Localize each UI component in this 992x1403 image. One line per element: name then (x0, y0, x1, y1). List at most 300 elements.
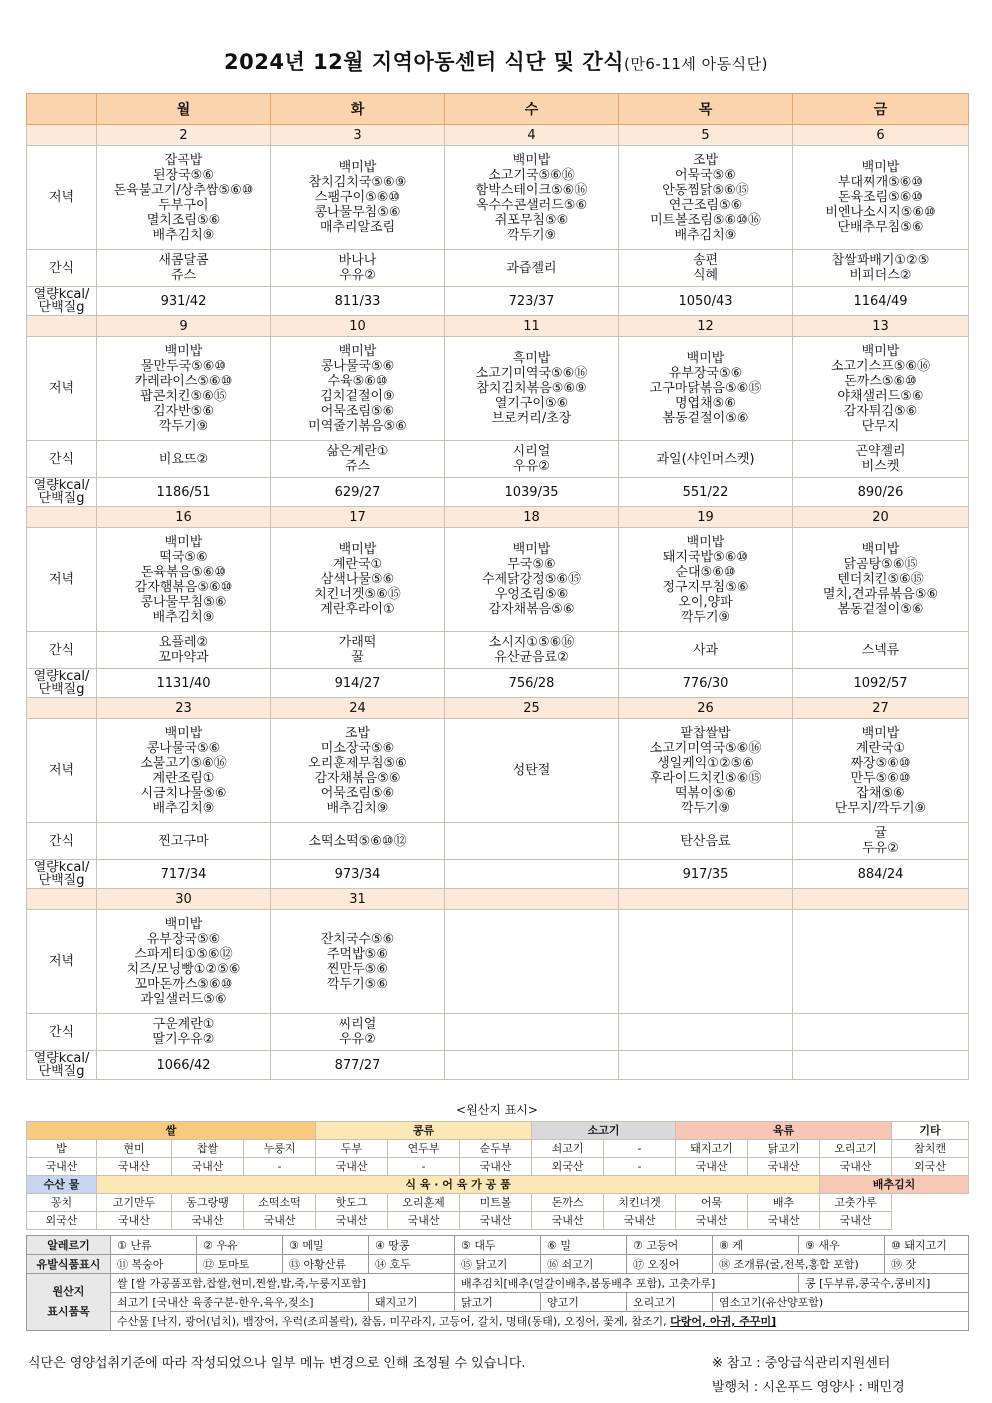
origin-item-value: 국내산 (748, 1158, 820, 1176)
menu-item: 미소장국⑤⑥ (320, 740, 395, 756)
snack-item: 송편 (692, 253, 719, 268)
origin-item-value: - (244, 1158, 316, 1176)
date-cell: 10 (271, 316, 445, 337)
menu-item: 부대찌개⑤⑥⑩ (837, 175, 924, 190)
kcal-cell: 756/28 (445, 669, 619, 698)
snack-item: 두유② (862, 841, 899, 856)
date-row-label (27, 507, 97, 528)
date-row-label (27, 889, 97, 910)
menu-item: 흑미밥 (512, 351, 551, 366)
snack-item: 소떡소떡⑤⑥⑩⑫ (308, 833, 407, 849)
origin-item-value: 국내산 (316, 1158, 388, 1176)
origin-item-name: 돼지고기 (676, 1140, 748, 1158)
dinner-cell (619, 719, 793, 823)
menu-item: 김자반⑤⑥ (153, 403, 214, 419)
origin-item-value: 국내산 (748, 1212, 820, 1230)
menu-item: 단무지/깍두기⑨ (834, 800, 927, 816)
origin-item-value: 국내산 (460, 1158, 532, 1176)
allergen-item: ⑤ 대두 (455, 1236, 541, 1255)
menu-item: 정구지무침⑤⑥ (662, 579, 749, 595)
origin-item-name: 현미 (97, 1140, 172, 1158)
menu-item: 찐만두⑤⑥ (327, 961, 388, 977)
menu-item: 백미밥 (164, 343, 203, 359)
snack-cell (445, 1014, 619, 1051)
menu-item: 성탄절 (512, 763, 551, 778)
snack-cell (97, 632, 271, 669)
origin-group-processed: 식 육 · 어 육 가 공 품 (97, 1176, 820, 1194)
menu-item: 돼지국밥⑤⑥⑩ (662, 549, 749, 565)
menu-item: 무국⑤⑥ (507, 557, 556, 572)
snack-item: 찐고구마 (158, 833, 209, 849)
snack-item: 찹쌀꽈배기①②⑤ (831, 253, 930, 268)
menu-item: 계란조림① (152, 770, 215, 786)
kcal-cell: 877/27 (271, 1051, 445, 1080)
dinner-cell (445, 528, 619, 632)
row-label-snack: 간식 (27, 823, 97, 860)
kcal-cell (793, 1051, 969, 1080)
allergen-item: ⑧ 게 (713, 1236, 799, 1255)
kcal-cell: 1050/43 (619, 287, 793, 316)
date-cell: 2 (97, 125, 271, 146)
origin-item: 쌀 [쌀 가공품포함,찹쌀,현미,찐쌀,밥,죽,누룽지포함] (111, 1274, 455, 1293)
menu-item: 야채샐러드⑤⑥ (837, 388, 924, 404)
menu-item: 백미밥 (861, 343, 900, 359)
allergen-item: ⑭ 호두 (369, 1255, 455, 1274)
menu-item: 소고기미역국⑤⑥⑯ (475, 366, 588, 381)
menu-item: 치킨너겟⑤⑥⑮ (314, 587, 401, 602)
kcal-cell: 884/24 (793, 860, 969, 889)
date-cell: 5 (619, 125, 793, 146)
snack-item: 쥬스 (344, 459, 371, 474)
kcal-cell: 931/42 (97, 287, 271, 316)
menu-item: 돈까스⑤⑥⑩ (844, 373, 917, 389)
date-cell: 20 (793, 507, 969, 528)
allergy-table (26, 1235, 969, 1331)
menu-item: 시금치나물⑤⑥ (140, 785, 227, 801)
menu-item: 배추김치⑨ (674, 227, 737, 243)
kcal-cell: 629/27 (271, 478, 445, 507)
kcal-cell: 717/34 (97, 860, 271, 889)
row-label-kcal: 열량kcal/ 단백질g (27, 478, 97, 507)
snack-cell (97, 1014, 271, 1051)
kcal-cell (445, 1051, 619, 1080)
date-cell: 26 (619, 698, 793, 719)
menu-item: 백미밥 (861, 160, 900, 175)
origin-item-name: 밥 (27, 1140, 97, 1158)
menu-item: 계란국① (855, 740, 906, 756)
allergen-item: ④ 땅콩 (369, 1236, 455, 1255)
menu-item: 텐더치킨⑤⑥⑮ (837, 572, 924, 587)
date-cell: 11 (445, 316, 619, 337)
page-title: 2024년 12월 지역아동센터 식단 및 간식(만6-11세 아동식단) (224, 50, 768, 74)
origin-item-name: 어묵 (676, 1194, 748, 1212)
snack-item: 스넥류 (861, 642, 900, 658)
menu-item: 스파게티①⑤⑥⑫ (134, 946, 233, 962)
menu-item: 백미밥 (164, 534, 203, 550)
menu-item: 쥐포무침⑤⑥ (494, 212, 569, 228)
allergen-item: ① 난류 (111, 1236, 197, 1255)
menu-item: 백미밥 (861, 542, 900, 557)
date-cell: 24 (271, 698, 445, 719)
origin-item-seafood: 수산물 [낙지, 광어(넙치), 뱀장어, 우럭(조피볼락), 참돔, 미꾸라지, 고등어, 갈치, 명태(동태), 오징어, 꽃게, 참조기, 다랑어, 아귀, 주꾸미] (111, 1312, 969, 1331)
allergen-item: ③ 메밀 (283, 1236, 369, 1255)
row-label-snack: 간식 (27, 441, 97, 478)
menu-item: 감자채볶음⑤⑥ (488, 602, 575, 617)
allergen-item: ⑨ 새우 (799, 1236, 885, 1255)
dinner-cell (619, 528, 793, 632)
menu-item: 오이,양파 (678, 594, 733, 610)
allergy-label: 유발식품표시 (27, 1255, 111, 1274)
date-cell: 17 (271, 507, 445, 528)
snack-cell (271, 632, 445, 669)
menu-item: 어묵국⑤⑥ (675, 167, 736, 183)
snack-item: 쥬스 (170, 268, 197, 283)
kcal-cell: 1092/57 (793, 669, 969, 698)
table-corner (27, 94, 97, 125)
snack-cell (445, 823, 619, 860)
origin-group-etc: 기타 (892, 1122, 969, 1140)
kcal-cell: 890/26 (793, 478, 969, 507)
snack-cell (793, 823, 969, 860)
origin-item: 쇠고기 [국내산 육종구분-한우,육우,젖소] (111, 1293, 369, 1312)
allergen-item: ⑱ 조개류(굴,전복,홍합 포함) (713, 1255, 885, 1274)
menu-item: 봄동겉절이⑤⑥ (837, 602, 924, 617)
origin-items-label: 원산지 표시품목 (27, 1274, 111, 1331)
origin-group-rice: 쌀 (27, 1122, 316, 1140)
date-cell: 27 (793, 698, 969, 719)
menu-item: 소고기국⑤⑥⑯ (488, 167, 575, 183)
origin-item-name: 쇠고기 (532, 1140, 604, 1158)
day-header: 금 (793, 94, 969, 125)
origin-item-value: 국내산 (172, 1158, 244, 1176)
menu-item: 떡국⑤⑥ (159, 549, 208, 565)
footer-note: 식단은 영양섭취기준에 따라 작성되었으나 일부 메뉴 변경으로 인해 조정될 수 있습니다. (28, 1356, 526, 1371)
snack-cell (619, 823, 793, 860)
row-label-kcal: 열량kcal/ 단백질g (27, 860, 97, 889)
date-cell: 23 (97, 698, 271, 719)
menu-item: 옥수수콘샐러드⑤⑥ (475, 197, 588, 213)
menu-item: 콩나물무침⑤⑥ (314, 205, 401, 220)
origin-group-seafood: 수산 물 (27, 1176, 97, 1194)
menu-item: 소고기미역국⑤⑥⑯ (649, 740, 762, 756)
menu-item: 백미밥 (164, 725, 203, 741)
origin-item: 닭고기 (455, 1293, 541, 1312)
origin-item-name: 핫도그 (316, 1194, 388, 1212)
menu-item: 참치김치국⑤⑥⑨ (308, 175, 407, 190)
date-cell: 19 (619, 507, 793, 528)
snack-cell (97, 441, 271, 478)
row-label-snack: 간식 (27, 250, 97, 287)
row-label-snack: 간식 (27, 632, 97, 669)
menu-item: 고구마닭볶음⑤⑥⑮ (649, 381, 762, 396)
origin-item-value: 국내산 (460, 1212, 532, 1230)
date-cell: 16 (97, 507, 271, 528)
allergen-item: ⑩ 돼지고기 (885, 1236, 969, 1255)
snack-item: 가래떡 (338, 635, 377, 650)
date-cell (445, 889, 619, 910)
row-label-kcal: 열량kcal/ 단백질g (27, 287, 97, 316)
menu-item: 깍두기⑤⑥ (327, 976, 388, 992)
footer-issuer: 발행처 : 시온푸드 영양사 : 배민경 (712, 1380, 905, 1395)
date-row-label (27, 698, 97, 719)
menu-item: 감자채볶음⑤⑥ (314, 770, 401, 786)
menu-item: 단배추무침⑤⑥ (837, 220, 924, 235)
date-cell: 13 (793, 316, 969, 337)
allergen-item: ② 우유 (197, 1236, 283, 1255)
menu-item: 유부장국⑤⑥ (146, 931, 221, 947)
snack-item: 비피더스② (849, 268, 912, 283)
menu-item: 깍두기⑨ (680, 800, 731, 816)
menu-item: 비엔나소시지⑤⑥⑩ (825, 205, 936, 220)
origin-item-value: 국내산 (676, 1212, 748, 1230)
snack-item: 비스켓 (861, 459, 900, 474)
row-label-dinner: 저녁 (27, 337, 97, 441)
menu-item: 감자튀김⑤⑥ (843, 403, 918, 419)
menu-item: 미역줄기볶음⑤⑥ (308, 418, 407, 434)
kcal-cell: 723/37 (445, 287, 619, 316)
menu-item: 안동찜닭⑤⑥⑮ (662, 182, 749, 198)
snack-item: 우유② (513, 459, 550, 474)
kcal-cell: 1164/49 (793, 287, 969, 316)
snack-cell (271, 250, 445, 287)
dinner-cell (271, 146, 445, 250)
menu-item: 백미밥 (686, 351, 725, 366)
snack-item: 곤약젤리 (855, 444, 906, 459)
origin-item-name: 고기만두 (97, 1194, 172, 1212)
row-label-dinner: 저녁 (27, 528, 97, 632)
kcal-cell (619, 1051, 793, 1080)
date-row-label (27, 316, 97, 337)
origin-item-value: 국내산 (172, 1212, 244, 1230)
snack-cell (445, 632, 619, 669)
menu-item: 함박스테이크⑤⑥⑯ (475, 182, 588, 198)
date-cell: 18 (445, 507, 619, 528)
menu-item: 주먹밥⑤⑥ (327, 946, 388, 962)
menu-item: 멸치,견과류볶음⑤⑥ (822, 587, 939, 602)
menu-item: 과일샐러드⑤⑥ (140, 991, 227, 1007)
menu-item: 수제닭강정⑤⑥⑮ (481, 572, 582, 587)
kcal-cell: 1131/40 (97, 669, 271, 698)
origin-item-name: 치킨너겟 (604, 1194, 676, 1212)
date-cell (619, 889, 793, 910)
menu-item: 잔치국수⑤⑥ (320, 931, 395, 947)
row-label-snack: 간식 (27, 1014, 97, 1051)
snack-cell (619, 441, 793, 478)
snack-cell (793, 632, 969, 669)
snack-item: 과즙젤리 (506, 260, 557, 276)
menu-item: 백미밥 (338, 343, 377, 359)
dinner-cell (793, 910, 969, 1014)
menu-item: 계란국① (332, 557, 383, 572)
dinner-cell (445, 910, 619, 1014)
menu-item: 백미밥 (512, 542, 551, 557)
snack-item: 식혜 (692, 268, 719, 283)
snack-cell (271, 823, 445, 860)
menu-table (26, 93, 969, 1080)
date-cell: 12 (619, 316, 793, 337)
snack-cell (97, 823, 271, 860)
day-header: 화 (271, 94, 445, 125)
origin-item-value: 외국산 (532, 1158, 604, 1176)
menu-item: 깍두기⑨ (506, 227, 557, 243)
menu-item: 김치겉절이⑨ (320, 388, 395, 404)
menu-item: 팥찹쌀밥 (680, 725, 731, 741)
origin-group-meat: 육류 (676, 1122, 892, 1140)
menu-item: 백미밥 (512, 152, 551, 168)
row-label-dinner: 저녁 (27, 719, 97, 823)
snack-cell (271, 441, 445, 478)
date-cell: 6 (793, 125, 969, 146)
date-cell: 25 (445, 698, 619, 719)
dinner-cell (793, 337, 969, 441)
origin-item: 돼지고기 (369, 1293, 455, 1312)
dinner-cell (619, 146, 793, 250)
menu-item: 미트볼조림⑤⑥⑩⑯ (650, 212, 761, 228)
snack-item: 꼬마약과 (158, 650, 209, 665)
menu-item: 유부장국⑤⑥ (668, 366, 743, 381)
snack-item: 씨리얼 (338, 1017, 377, 1032)
menu-item: 배추김치⑨ (152, 800, 215, 816)
dinner-cell (793, 146, 969, 250)
menu-item: 멸치조림⑤⑥ (146, 212, 221, 228)
menu-item: 후라이드치킨⑤⑥⑮ (649, 770, 762, 786)
date-cell: 4 (445, 125, 619, 146)
menu-item: 소고기스프⑤⑥⑯ (830, 358, 931, 374)
menu-item: 배추김치⑨ (152, 609, 215, 625)
footer-reference: ※ 참고 : 중앙급식관리지원센터 (712, 1356, 891, 1371)
menu-item: 꼬마돈까스⑤⑥⑩ (134, 976, 233, 992)
allergen-item: ⑰ 오징어 (627, 1255, 713, 1274)
snack-cell (619, 632, 793, 669)
dinner-cell (793, 528, 969, 632)
origin-item-name: 순두부 (460, 1140, 532, 1158)
snack-cell (97, 250, 271, 287)
snack-item: 우유② (339, 1032, 376, 1047)
menu-item: 만두⑤⑥⑩ (850, 770, 911, 786)
row-label-kcal: 열량kcal/ 단백질g (27, 1051, 97, 1080)
dinner-cell (445, 146, 619, 250)
menu-item: 조밥 (344, 725, 371, 741)
snack-item: 요플레② (158, 635, 209, 650)
menu-item: 순대⑤⑥⑩ (675, 564, 736, 580)
kcal-cell: 973/34 (271, 860, 445, 889)
snack-item: 시리얼 (512, 444, 551, 459)
kcal-cell (445, 860, 619, 889)
origin-item-value: 국내산 (244, 1212, 316, 1230)
menu-item: 떡볶이⑤⑥ (675, 785, 736, 801)
menu-item: 잡곡밥 (164, 152, 203, 168)
menu-item: 콩나물국⑤⑥ (146, 740, 221, 756)
origin-group-beans: 콩류 (316, 1122, 532, 1140)
menu-item: 명엽채⑤⑥ (675, 396, 736, 411)
dinner-cell (271, 528, 445, 632)
menu-item: 백미밥 (338, 542, 377, 557)
snack-item: 귤 (874, 826, 887, 841)
origin-item-name: 참치캔 (892, 1140, 969, 1158)
dinner-cell (271, 910, 445, 1014)
origin-item-name: 배추 (748, 1194, 820, 1212)
origin-item-name: 연두부 (388, 1140, 460, 1158)
origin-item-name: 미트볼 (460, 1194, 532, 1212)
menu-item: 어묵조림⑤⑥ (320, 785, 395, 801)
menu-item: 물만두국⑤⑥⑩ (140, 358, 227, 374)
menu-item: 삼색나물⑤⑥ (320, 572, 395, 587)
snack-item: 새콤달콤 (158, 253, 209, 268)
origin-item-value: 국내산 (97, 1212, 172, 1230)
menu-item: 배추김치⑨ (326, 800, 389, 816)
origin-item-value: 국내산 (27, 1158, 97, 1176)
snack-item: 소시지①⑤⑥⑯ (488, 635, 575, 650)
menu-item: 단무지 (861, 418, 900, 434)
menu-item: 생일케익①②⑤⑥ (657, 755, 754, 771)
date-cell: 9 (97, 316, 271, 337)
origin-item-value: 국내산 (820, 1212, 892, 1230)
snack-item: 구운계란① (152, 1017, 215, 1032)
day-header: 월 (97, 94, 271, 125)
allergy-label: 알레르기 (27, 1236, 111, 1255)
menu-item: 된장국⑤⑥ (153, 167, 214, 183)
dinner-cell (97, 910, 271, 1014)
allergen-item: ⑦ 고등어 (627, 1236, 713, 1255)
dinner-cell (271, 337, 445, 441)
dinner-cell (97, 337, 271, 441)
origin-item-name: 오리훈제 (388, 1194, 460, 1212)
origin-item: 양고기 (541, 1293, 627, 1312)
menu-item: 닭곰탕⑤⑥⑮ (843, 557, 918, 572)
menu-item: 짜장⑤⑥⑩ (850, 755, 911, 771)
allergen-item: ⑮ 닭고기 (455, 1255, 541, 1274)
dinner-cell (97, 528, 271, 632)
origin-item: 배추김치[배추(얼갈이배추,봄동배추 포함), 고춧가루] (455, 1274, 799, 1293)
menu-item: 배추김치⑨ (152, 227, 215, 243)
snack-item: 딸기우유② (152, 1032, 215, 1047)
menu-item: 잡채⑤⑥ (856, 785, 905, 801)
date-row-label (27, 125, 97, 146)
origin-item-name: - (604, 1140, 676, 1158)
day-header: 목 (619, 94, 793, 125)
kcal-cell: 776/30 (619, 669, 793, 698)
snack-item: 과일(샤인머스켓) (656, 451, 755, 467)
allergen-item: ⑫ 토마토 (197, 1255, 283, 1274)
origin-table (26, 1121, 969, 1230)
menu-item: 콩나물무침⑤⑥ (140, 594, 227, 610)
snack-cell (619, 250, 793, 287)
menu-item: 카레라이스⑤⑥⑩ (134, 373, 233, 389)
allergen-item: ⑲ 잣 (885, 1255, 969, 1274)
snack-cell (793, 441, 969, 478)
origin-item-value: 국내산 (316, 1212, 388, 1230)
kcal-cell: 1186/51 (97, 478, 271, 507)
origin-group-kimchi: 배추김치 (820, 1176, 969, 1194)
row-label-dinner: 저녁 (27, 910, 97, 1014)
origin-item-name: 두부 (316, 1140, 388, 1158)
snack-cell (271, 1014, 445, 1051)
menu-item: 연근조림⑤⑥ (668, 197, 743, 213)
date-cell: 30 (97, 889, 271, 910)
snack-cell (793, 250, 969, 287)
menu-item: 돈육불고기/상추쌈⑤⑥⑩ (113, 182, 254, 198)
menu-item: 계란후라이① (320, 602, 395, 617)
origin-item-value: 국내산 (604, 1212, 676, 1230)
menu-item: 브로커리/초장 (491, 411, 572, 426)
menu-item: 깍두기⑨ (680, 609, 731, 625)
menu-item: 깍두기⑨ (158, 418, 209, 434)
origin-item-value: 외국산 (27, 1212, 97, 1230)
date-cell: 31 (271, 889, 445, 910)
origin-item-name: 닭고기 (748, 1140, 820, 1158)
menu-item: 백미밥 (861, 725, 900, 741)
origin-item: 염소고기(유산양포함) (713, 1293, 969, 1312)
